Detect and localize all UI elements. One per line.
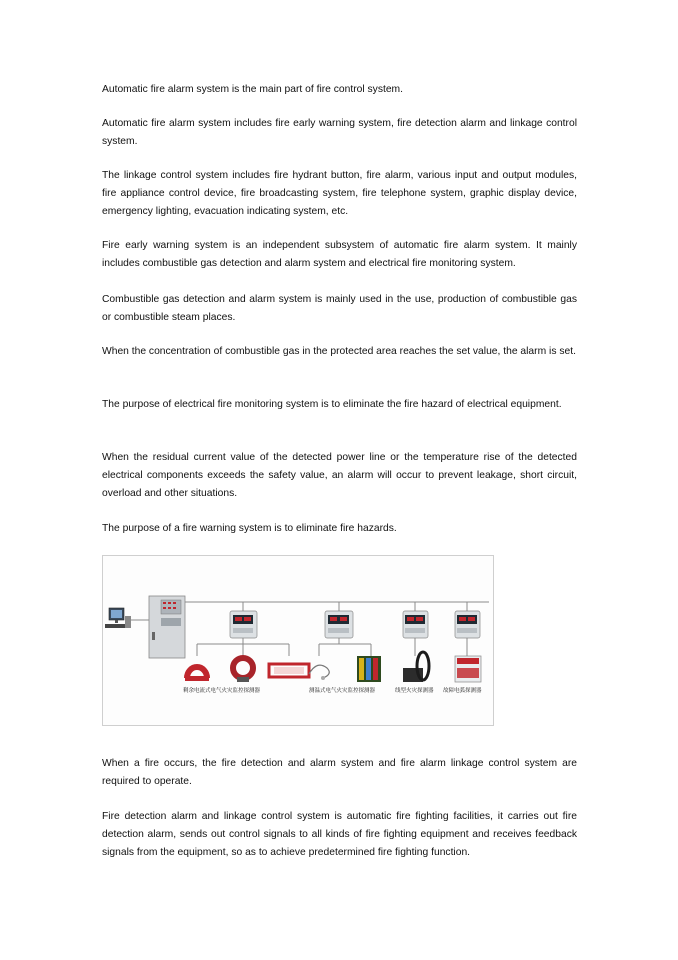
- paragraph: Automatic fire alarm system is the main part of fire control system.: [102, 84, 403, 95]
- residual-current-sensor-icon: [185, 667, 209, 681]
- monitoring-module: [403, 611, 428, 638]
- residual-current-sensor-icon: [233, 658, 253, 682]
- temperature-sensor-cable-icon: [357, 656, 381, 682]
- paragraph: The purpose of electrical fire monitoring system is to eliminate the fire hazard of electrical equipment.: [102, 399, 562, 410]
- arc-fault-detector-icon: [455, 656, 481, 682]
- alarm-controller-cabinet-icon: [149, 596, 185, 658]
- paragraph: When a fire occurs, the fire detection and alarm system and fire alarm linkage control system are required to operate.: [102, 758, 577, 787]
- paragraph: When the concentration of combustible gas in the protected area reaches the set value, the alarm is set.: [102, 346, 576, 357]
- paragraph: Fire detection alarm and linkage control system is automatic fire fighting facilities, it carries out fire detection alarm, sends out control signals to all kinds of fire fighting equipment and receives feedback signals from the equipment, so as to achieve predetermined fire fighting function.: [102, 811, 577, 858]
- paragraph: Combustible gas detection and alarm system is mainly used in the use, production of combustible gas or combustible steam places.: [102, 294, 577, 323]
- monitoring-module: [455, 611, 480, 638]
- system-diagram-svg: [103, 556, 495, 727]
- temperature-probe-icon: [309, 665, 329, 680]
- computer-icon: [105, 608, 131, 628]
- caption-temperature-detector: 测温式电气火灾监控探测器: [309, 688, 376, 694]
- fire-monitoring-system-diagram: [102, 555, 494, 726]
- paragraph: The linkage control system includes fire hydrant button, fire alarm, various input and output modules, fire appliance control device, fire broadcasting system, fire telephone system, graphic display device, emergency lighting, evacuation indicating system, etc.: [102, 170, 577, 217]
- residual-current-sensor-icon: [269, 664, 309, 677]
- caption-residual-current-detector: 剩余电流式电气火灾监控探测器: [183, 688, 261, 694]
- monitoring-module: [325, 611, 353, 638]
- linear-fire-detector-icon: [403, 652, 429, 682]
- caption-linear-fire-detector: 线型火灾探测器: [395, 688, 434, 694]
- monitoring-module: [230, 611, 257, 638]
- paragraph: The purpose of a fire warning system is to eliminate fire hazards.: [102, 523, 397, 534]
- caption-arc-fault-detector: 故障电弧探测器: [443, 688, 482, 694]
- paragraph: Automatic fire alarm system includes fire early warning system, fire detection alarm and linkage control system.: [102, 118, 577, 147]
- paragraph: Fire early warning system is an independent subsystem of automatic fire alarm system. It mainly includes combustible gas detection and alarm system and electrical fire monitoring system.: [102, 240, 577, 269]
- paragraph: When the residual current value of the detected power line or the temperature rise of the detected electrical components exceeds the safety value, an alarm will occur to prevent leakage, short circuit, overload and other situations.: [102, 452, 577, 499]
